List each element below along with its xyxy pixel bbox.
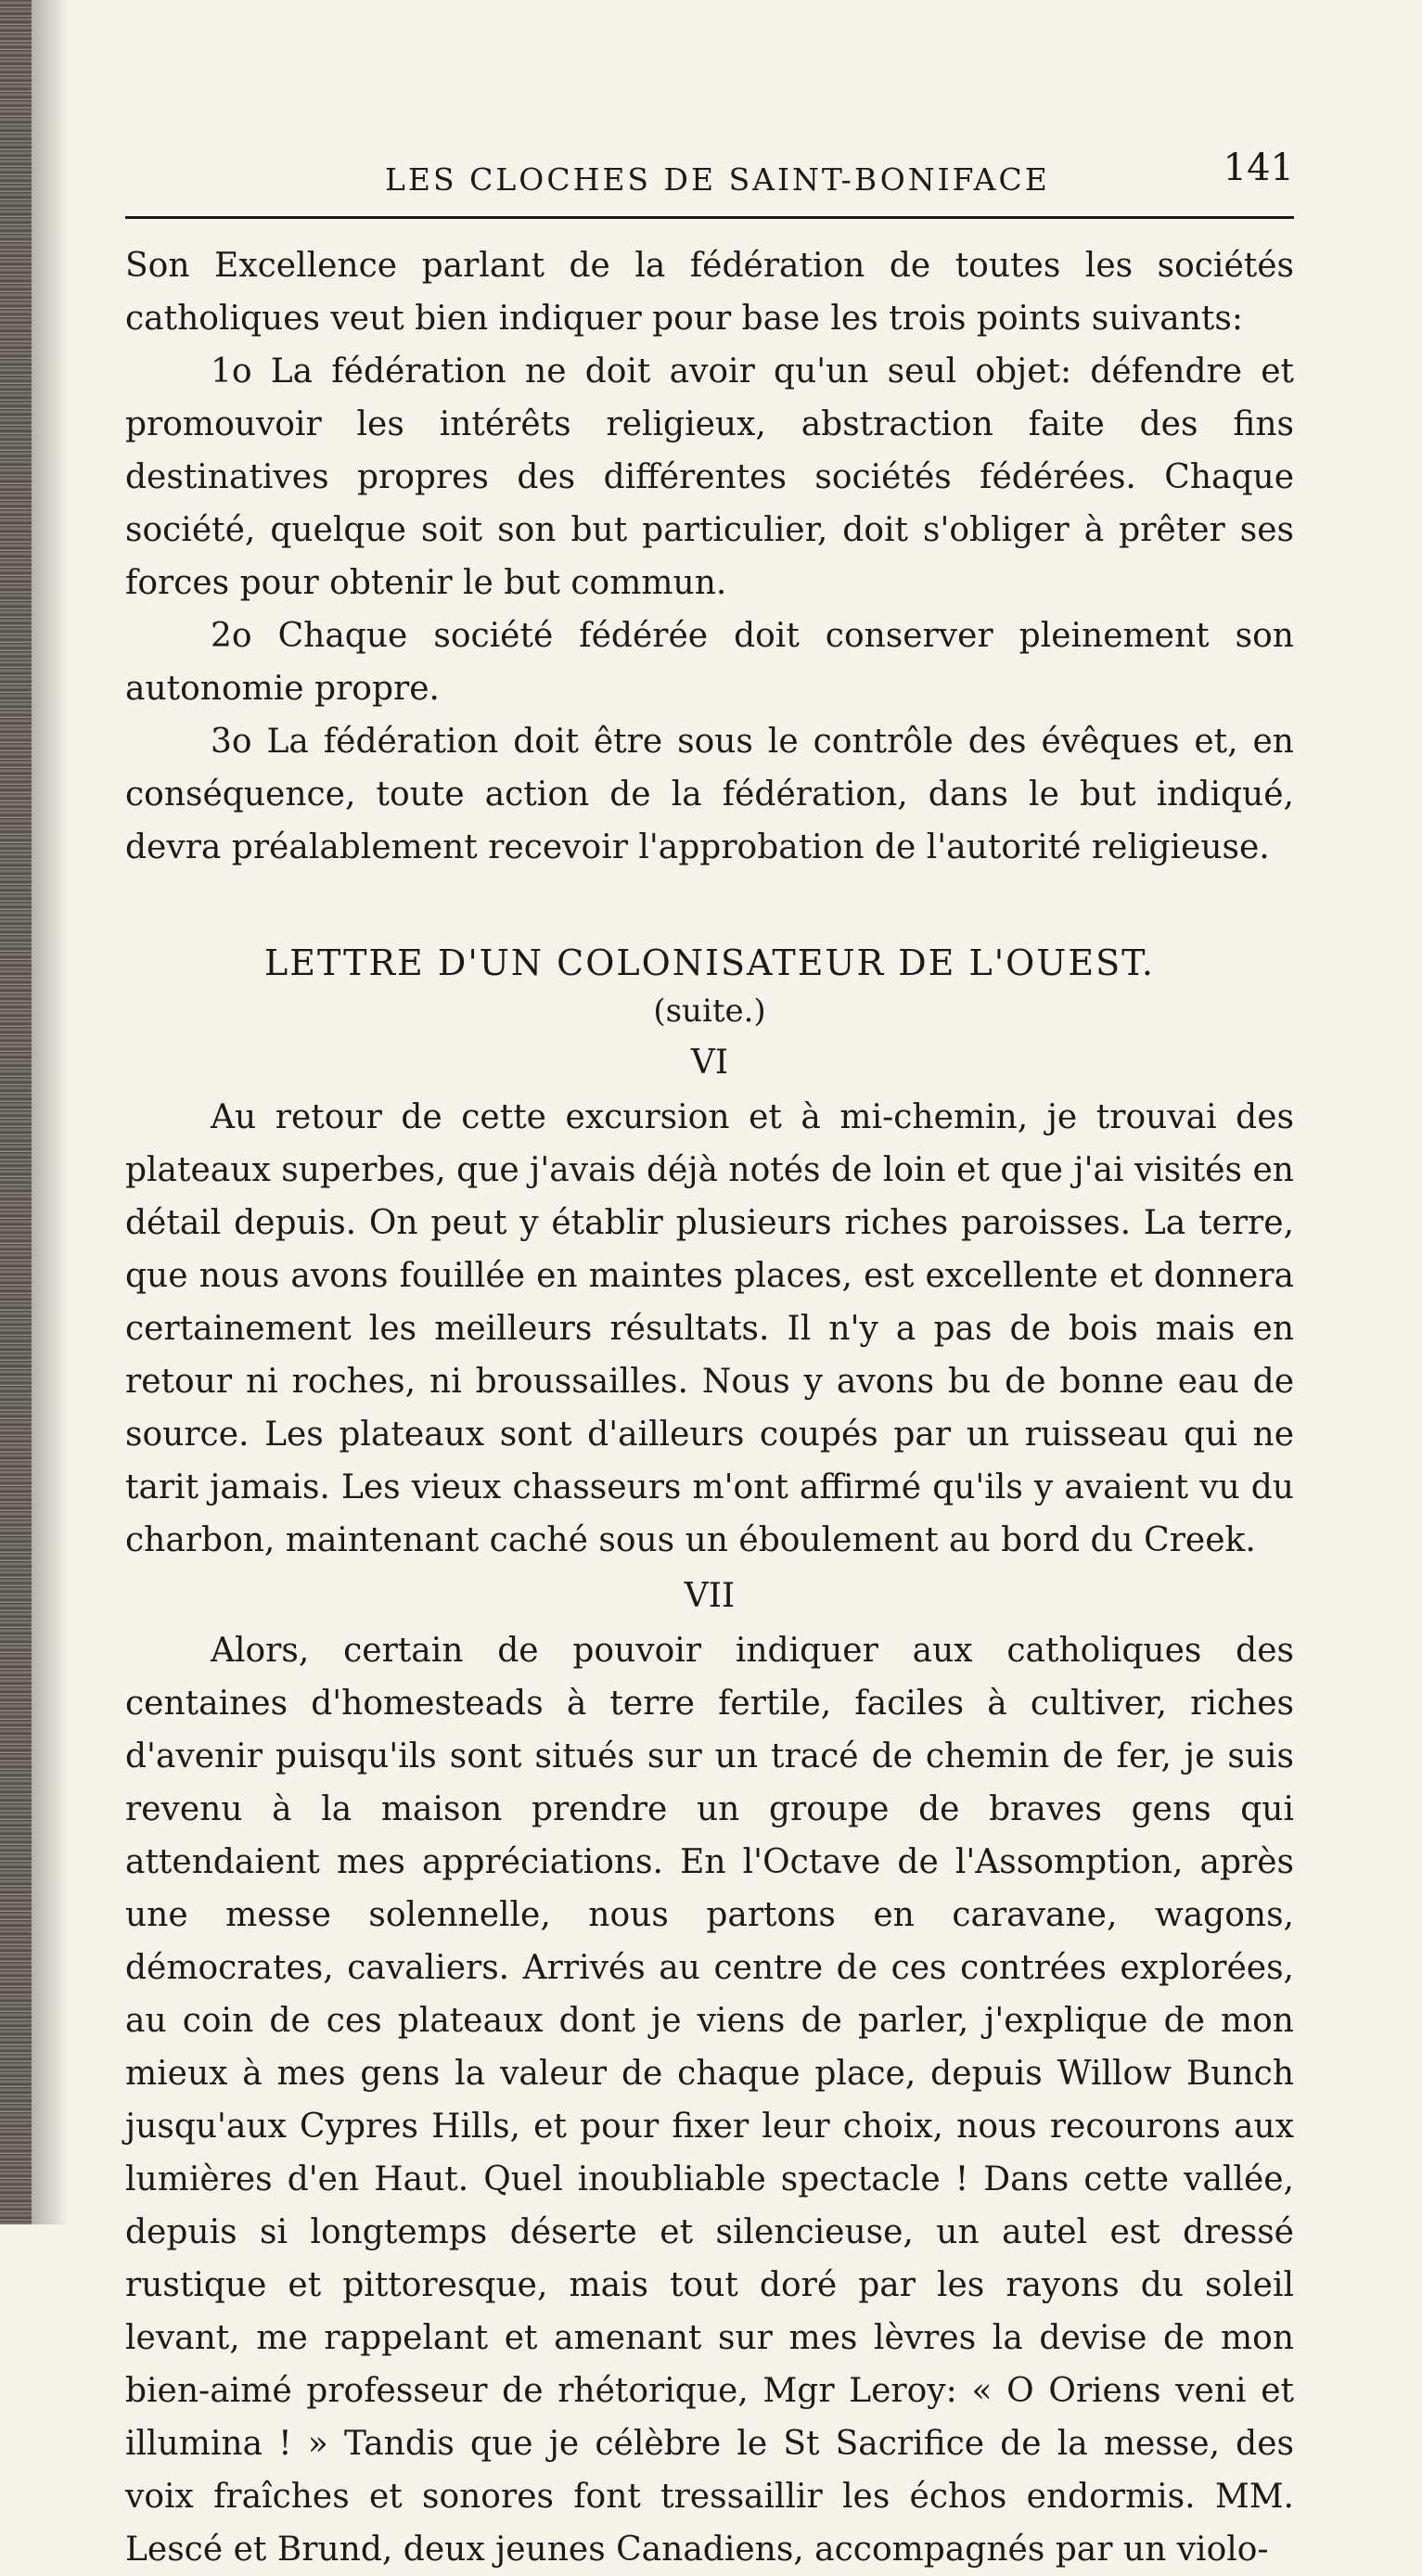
header-rule (125, 216, 1294, 219)
letter-subtitle: (suite.) (653, 993, 766, 1030)
page-number: 141 (1223, 147, 1294, 189)
running-title: LES CLOCHES DE SAINT-BONIFACE (385, 161, 1050, 198)
intro-point-2: 2o Chaque société fédérée doit conserver pleinement son autonomie propre. (125, 617, 1294, 708)
book-page (125, 139, 1294, 2576)
gutter-shadow (32, 0, 69, 2224)
intro-paragraph-1: Son Excellence parlant de la fédération de toutes les sociétés catholiques veut bien indiquer pour base les trois points suivants: (125, 247, 1294, 338)
book-binding-edge (0, 0, 32, 2224)
section-numeral-vi: VI (690, 1044, 729, 1082)
section-vii-text: Alors, certain de pouvoir indiquer aux catholiques des centaines d'homesteads à terre fertile, faciles à cultiver, riches d'avenir puisqu'ils sont situés sur un tracé de chemin de fer, je suis revenu à la maison prendre un groupe de braves gens qui attendaient mes appréciations. En l'Octave de l'Assomption, après une messe solennelle, nous partons en caravane, wagons, démocrates, cavaliers. Arrivés au centre de ces contrées explorées, au coin de ces plateaux dont je viens de parler, j'explique de mon mieux à mes gens la valeur de chaque place, depuis Willow Bunch jusqu'aux Cypres Hills, et pour fixer leur choix, nous recourons aux lumières d'en Haut. Quel inoubliable spectacle ! Dans cette vallée, depuis si longtemps déserte et silencieuse, un autel est dressé rustique et pittoresque, mais tout doré par les rayons du soleil levant, me rappelant et amenant sur mes lèvres la devise de mon bien-aimé professeur de rhétorique, Mgr Leroy: « O Oriens veni et illumina ! » Tandis que je célèbre le St Sacrifice de la messe, des voix fraîches et sonores font tressaillir les échos endormis. MM. Lescé et Brund, deux jeunes Canadiens, accompagnés par un violo- (125, 1632, 1294, 2569)
section-numeral-vii: VII (684, 1577, 736, 1615)
intro-point-3: 3o La fédération doit être sous le contrôle des évêques et, en conséquence, toute action de la fédération, dans le but indiqué, devra préalablement recevoir l'approbation de l'autorité religieuse. (125, 723, 1294, 866)
section-vi-text: Au retour de cette excursion et à mi-chemin, je trouvai des plateaux superbes, que j'avais déjà notés de loin et que j'ai visités en détail depuis. On peut y établir plusieurs riches paroisses. La terre, que nous avons fouillée en maintes places, est excellente et donnera certainement les meilleurs résultats. Il n'y a pas de bois mais en retour ni roches, ni broussailles. Nous y avons bu de bonne eau de source. Les plateaux sont d'ailleurs coupés par un ruisseau qui ne tarit jamais. Les vieux chasseurs m'ont affirmé qu'ils y avaient vu du charbon, maintenant caché sous un éboulement au bord du Creek. (125, 1098, 1294, 1559)
letter-title: LETTRE D'UN COLONISATEUR DE L'OUEST. (264, 942, 1155, 983)
intro-point-1: 1o La fédération ne doit avoir qu'un seul objet: défendre et promouvoir les intérêts religieux, abstraction faite des fins destinatives propres des différentes sociétés fédérées. Chaque société, quelque soit son but particulier, doit s'obliger à prêter ses forces pour obtenir le but commun. (125, 352, 1294, 602)
running-head (125, 139, 1294, 209)
